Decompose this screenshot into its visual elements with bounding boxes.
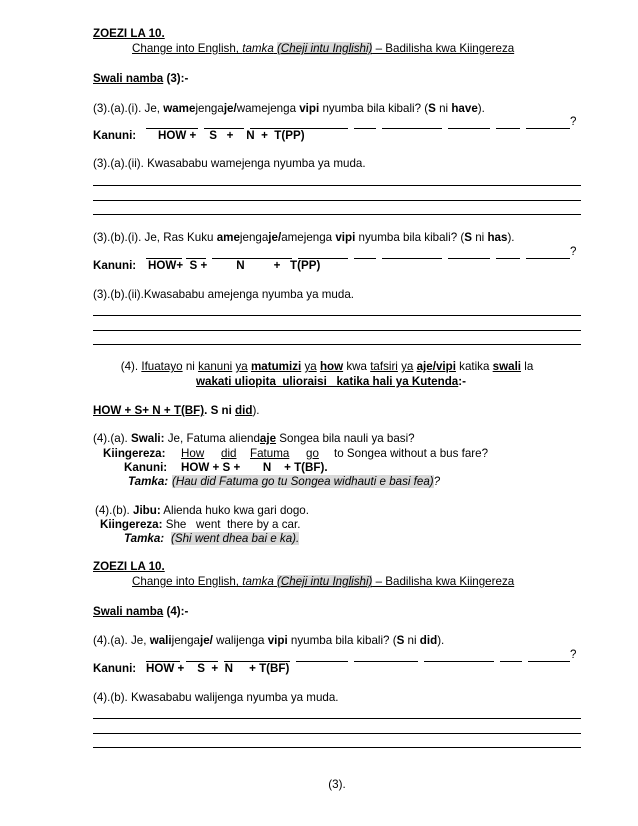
q-mid: walijenga — [212, 634, 268, 647]
q-ni: ni — [435, 102, 452, 115]
rule-formula — [93, 404, 260, 418]
answer-blank[interactable] — [500, 661, 522, 662]
rule-text: ni — [182, 360, 199, 373]
swali-label: Swali: — [131, 432, 165, 445]
answer-blank[interactable] — [382, 258, 442, 259]
q-jenga: jenga — [239, 231, 269, 244]
answer-blank[interactable] — [354, 661, 418, 662]
q-s: S — [464, 231, 472, 244]
q-end: ). — [437, 634, 445, 647]
rule-text: kwa — [343, 360, 371, 373]
instruction-text: Change into English, — [132, 575, 243, 588]
q-wali: wali — [149, 634, 172, 647]
example-prefix: (4).(a). — [93, 432, 132, 445]
tamka-line — [172, 475, 440, 489]
kanuni-formula: HOW + S + N + T(PP) — [158, 129, 305, 142]
q-vipi: vipi — [335, 231, 356, 244]
q-prefix: (3).(b).(i). Je, Ras Kuku — [93, 231, 217, 244]
q-mid: amejenga — [281, 231, 336, 244]
tamka-highlight: (Shi went dhea bai e ka). — [171, 532, 300, 545]
writing-line[interactable] — [93, 200, 581, 201]
rule-word: aje/vipi — [416, 360, 456, 373]
question-3a-ii: (3).(a).(ii). Kwasababu wamejenga nyumba ya muda. — [93, 157, 366, 170]
instruction-line — [132, 42, 514, 56]
rule-colon: :- — [458, 375, 466, 388]
question-mark: ? — [570, 648, 577, 661]
question-4b: (4).(b). Kwasababu walijenga nyumba ya muda. — [93, 691, 339, 704]
rule-word: Ifuatayo — [141, 360, 183, 373]
swali-aje: aje — [259, 432, 277, 445]
answer-blank[interactable] — [448, 258, 490, 259]
q-has: has — [487, 231, 508, 244]
q-je: je/ — [200, 634, 213, 647]
q-je: je/ — [223, 102, 237, 115]
q-jenga: jenga — [195, 102, 224, 115]
writing-line[interactable] — [93, 718, 581, 719]
question-3b-i — [93, 231, 515, 245]
answer-blank[interactable] — [526, 128, 570, 129]
answer-blank[interactable] — [528, 661, 570, 662]
q-rest: nyumba bila kibali? ( — [287, 634, 397, 647]
example-4b-kiingereza — [100, 518, 300, 532]
q-mid: wamejenga — [236, 102, 300, 115]
answer-blank[interactable] — [354, 258, 376, 259]
q-prefix: (4).(a). Je, — [93, 634, 150, 647]
rule-word: ya — [235, 360, 248, 373]
rule-word: matumizi — [250, 360, 302, 373]
rule-word: tafsiri — [370, 360, 398, 373]
instruction-cheji: (Cheji intu Inglishi) — [277, 42, 373, 55]
rule-word: ya — [401, 360, 414, 373]
question-heading — [93, 72, 188, 86]
question-mark: ? — [570, 115, 577, 128]
answer-blank[interactable] — [354, 128, 376, 129]
writing-line[interactable] — [93, 214, 581, 215]
kanuni-label: Kanuni: — [93, 129, 137, 142]
swali-text: Je, Fatuma aliend — [164, 432, 260, 445]
rule-word: how — [319, 360, 344, 373]
word-fatuma: Fatuma — [250, 447, 290, 460]
q-ame: ame — [216, 231, 240, 244]
kanuni-label: Kanuni: — [124, 461, 168, 474]
question-3a-i — [93, 102, 485, 116]
kanuni-formula: HOW+ S + N + T(PP) — [148, 259, 321, 272]
q-rest: nyumba bila kibali? ( — [319, 102, 429, 115]
rule-word: ya — [304, 360, 317, 373]
rule-text: (4). — [120, 360, 142, 373]
exercise-title: ZOEZI LA 10. — [93, 560, 165, 573]
answer-blank[interactable] — [296, 661, 348, 662]
rule-text: la — [521, 360, 534, 373]
english-rest: to Songea without a bus fare? — [334, 447, 489, 460]
question-heading-number: (3):- — [163, 72, 189, 85]
kiingereza-label: Kiingereza: — [103, 447, 166, 460]
word-go: go — [306, 447, 319, 460]
kiingereza-text: She went there by a car. — [162, 518, 301, 531]
example-4a-swali — [93, 432, 415, 446]
answer-blank[interactable] — [448, 128, 490, 129]
word-how: How — [181, 447, 205, 460]
kanuni-formula: HOW + S + N + T(BF) — [146, 662, 290, 675]
q-end: ). — [507, 231, 515, 244]
q-rest: nyumba bila kibali? ( — [355, 231, 465, 244]
instruction-text: Change into English, — [132, 42, 243, 55]
answer-blank[interactable] — [382, 128, 442, 129]
instruction-line — [132, 575, 514, 589]
instruction-badilisha: – Badilisha kwa Kiingereza — [372, 42, 515, 55]
swali-text: Songea bila nauli ya basi? — [276, 432, 415, 445]
q-je: je/ — [268, 231, 282, 244]
q-have: have — [451, 102, 478, 115]
kanuni-label: Kanuni: — [93, 662, 137, 675]
writing-line[interactable] — [93, 733, 581, 734]
question-heading-number: (4):- — [163, 605, 189, 618]
writing-line[interactable] — [93, 344, 581, 345]
q-ni: ni — [404, 634, 420, 647]
rule-tense: wakati uliopita ulioraisi katika hali ya Kutenda — [196, 375, 459, 388]
rule-statement-line2 — [12, 375, 638, 389]
kanuni-formula: HOW + S + N + T(BF). — [181, 461, 328, 474]
writing-line[interactable] — [93, 330, 581, 331]
rule-word: kanuni — [198, 360, 233, 373]
tamka-text: (Hau did Fatuma go tu Songea widhauti e basi fea) — [172, 475, 434, 488]
tamka-text — [171, 532, 299, 546]
writing-line[interactable] — [93, 185, 581, 186]
formula-text: HOW + S+ N + T(BF) — [93, 404, 205, 417]
instruction-tamka: tamka — [242, 575, 274, 588]
answer-blank[interactable] — [526, 258, 570, 259]
example-prefix: (4).(b). — [95, 504, 134, 517]
example-4b-jibu — [95, 504, 309, 518]
instruction-tamka: tamka — [242, 42, 274, 55]
rule-word: swali — [492, 360, 522, 373]
question-4a — [93, 634, 444, 648]
writing-line[interactable] — [93, 747, 581, 748]
kanuni-label: Kanuni: — [93, 259, 137, 272]
answer-blank[interactable] — [424, 661, 494, 662]
jibu-text: Alienda huko kwa gari dogo. — [160, 504, 309, 517]
kanuni-line — [93, 129, 136, 143]
answer-blank[interactable] — [496, 128, 520, 129]
q-ni: ni — [471, 231, 488, 244]
tamka-label: Tamka: — [128, 475, 169, 488]
q-vipi: vipi — [299, 102, 320, 115]
jibu-label: Jibu: — [133, 504, 161, 517]
q-s: S — [396, 634, 405, 647]
q-end: ). — [477, 102, 485, 115]
formula-mid: . S ni — [204, 404, 236, 417]
rule-statement-line1 — [8, 360, 638, 374]
word-did: did — [221, 447, 237, 460]
exercise-title: ZOEZI LA 10. — [93, 27, 165, 40]
formula-end: ). — [252, 404, 260, 417]
page-number: (3). — [328, 778, 346, 791]
question-heading — [93, 605, 188, 619]
question-heading-label: Swali namba — [93, 72, 164, 85]
writing-line[interactable] — [93, 315, 581, 316]
question-3b-ii: (3).(b).(ii).Kwasababu amejenga nyumba ya muda. — [93, 288, 354, 301]
tamka-label: Tamka: — [124, 532, 165, 545]
q-jenga: jenga — [171, 634, 200, 647]
q-prefix: (3).(a).(i). Je, — [93, 102, 164, 115]
kiingereza-label: Kiingereza: — [100, 518, 163, 531]
q-vipi: vipi — [267, 634, 288, 647]
question-heading-label: Swali namba — [93, 605, 164, 618]
instruction-cheji: (Cheji intu Inglishi) — [277, 575, 373, 588]
q-wame: wame — [163, 102, 196, 115]
instruction-badilisha: – Badilisha kwa Kiingereza — [372, 575, 515, 588]
answer-blank[interactable] — [496, 258, 520, 259]
q-did: did — [419, 634, 438, 647]
formula-did: did — [235, 404, 253, 417]
q-s: S — [428, 102, 436, 115]
question-mark: ? — [570, 245, 577, 258]
tamka-end: ? — [433, 475, 441, 488]
rule-text: katika — [455, 360, 493, 373]
